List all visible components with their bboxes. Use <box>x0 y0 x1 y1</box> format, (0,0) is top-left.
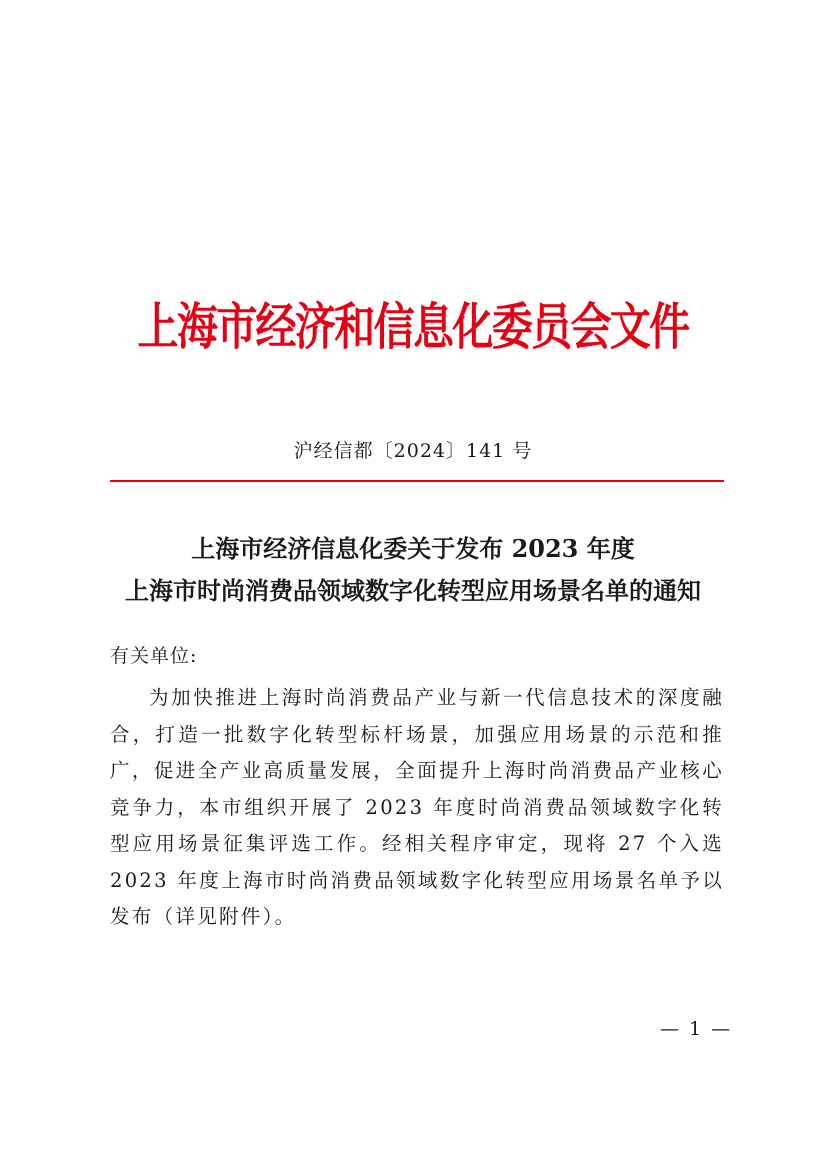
body-paragraph: 为加快推进上海时尚消费品产业与新一代信息技术的深度融合，打造一批数字化转型标杆场景，加强应用场景的示范和推广，促进全产业高质量发展，全面提升上海时尚消费品产业核心竞争力，本市组织开展了 2023 年度时尚消费品领域数字化转型应用场景征集评选工作。经相关程序审定，现将 27 个入选 2023 年度上海市时尚消费品领域数字化转型应用场景名单予以发布（详见附件）。 <box>110 686 724 928</box>
salutation: 有关单位: <box>110 645 198 667</box>
document-masthead: 上海市经济和信息化委员会文件 <box>137 297 689 356</box>
notice-title-line-2: 上海市时尚消费品领域数字化转型应用场景名单的通知 <box>125 576 701 605</box>
page-number: — 1 — <box>660 1018 733 1040</box>
notice-title-line-1: 上海市经济信息化委关于发布 2023 年度 <box>191 534 635 563</box>
document-number: 沪经信都〔2024〕141 号 <box>293 440 533 462</box>
red-divider-line <box>110 480 724 482</box>
